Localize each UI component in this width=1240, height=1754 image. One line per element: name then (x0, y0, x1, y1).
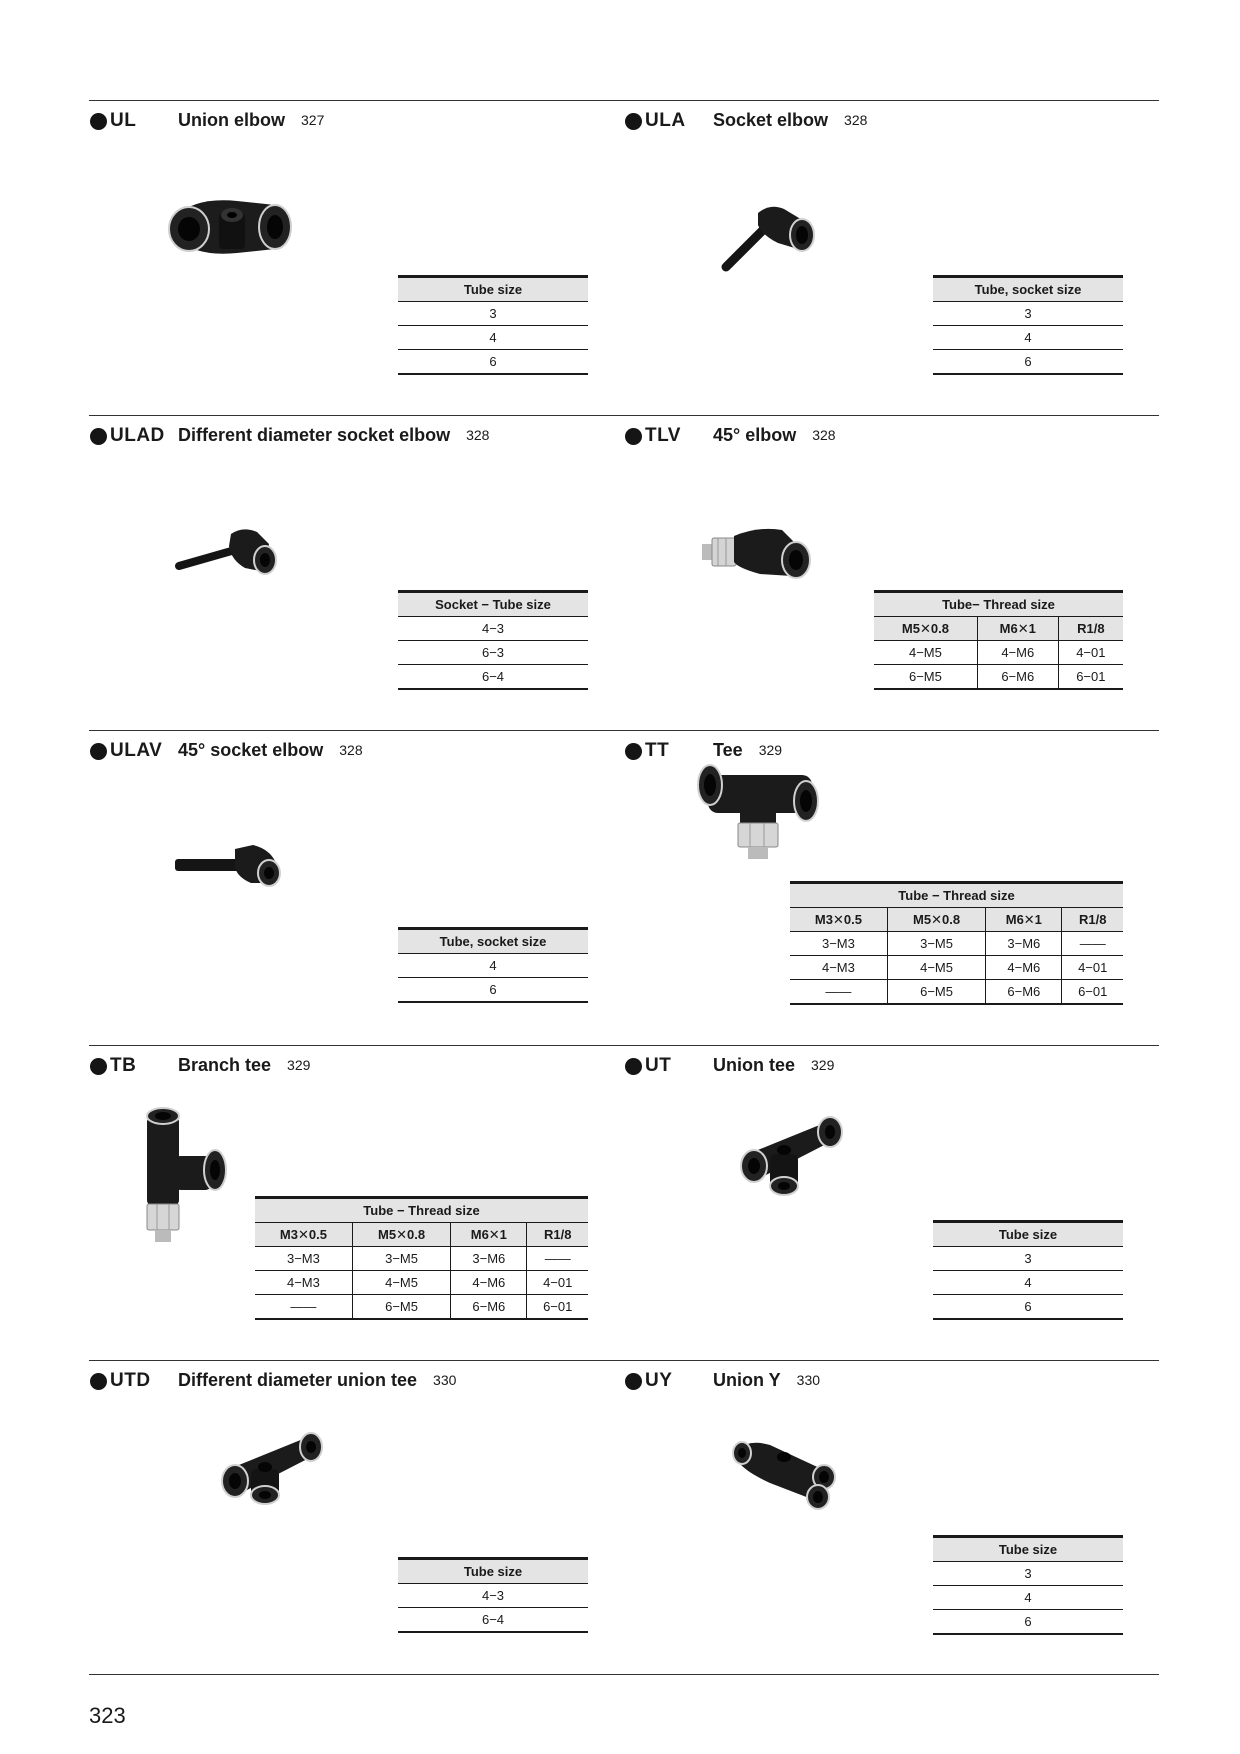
table-cell: 6−M6 (986, 980, 1062, 1005)
table-row (398, 326, 588, 350)
bullet-dot (90, 1058, 107, 1075)
table-header: Tube, socket size (398, 929, 588, 954)
spec-table (398, 590, 588, 690)
table-row (933, 1295, 1123, 1320)
table-row (874, 665, 1123, 690)
table-row (790, 980, 1123, 1005)
table-row (933, 1562, 1123, 1586)
table-cell: 4 (398, 326, 588, 350)
bullet-dot (625, 428, 642, 445)
table-cell: 6−4 (398, 1608, 588, 1633)
bullet-dot (625, 1373, 642, 1390)
table-row (398, 302, 588, 326)
page-reference: 329 (811, 1057, 835, 1073)
table-cell: 6−3 (398, 641, 588, 665)
table-row (398, 1608, 588, 1633)
product-title: Union tee 329 (713, 1055, 835, 1075)
table-cell: 6−M5 (874, 665, 977, 690)
table-cell: 6−M6 (451, 1295, 527, 1320)
table-cell: 6 (398, 978, 588, 1003)
table-row (874, 641, 1123, 665)
table-subheader: M3✕0.5 (255, 1223, 352, 1247)
table-cell: 3 (933, 1247, 1123, 1271)
product-section-ut (624, 1046, 1159, 1360)
spec-table (933, 1220, 1123, 1320)
table-cell: —— (790, 980, 887, 1005)
table-header: Tube size (398, 1559, 588, 1584)
table-cell: 4−3 (398, 1584, 588, 1608)
branch-tee-image (143, 1106, 233, 1246)
product-section-ulav (89, 731, 624, 1045)
table-cell: 6−M5 (887, 980, 985, 1005)
spec-table (933, 1535, 1123, 1635)
different-diameter-union-tee-image (215, 1425, 335, 1515)
product-section-tlv (624, 416, 1159, 730)
product-code: ULAD (110, 425, 165, 446)
table-cell: 4−M6 (451, 1271, 527, 1295)
table-header: Tube − Thread size (255, 1198, 588, 1223)
product-code: TLV (645, 425, 681, 446)
table-header: Tube size (398, 277, 588, 302)
table-cell: —— (255, 1295, 352, 1320)
bullet-dot (90, 743, 107, 760)
product-title: Tee 329 (713, 740, 783, 760)
product-code: UTD (110, 1370, 151, 1391)
product-code: TB (110, 1055, 137, 1076)
product-section-tb (89, 1046, 624, 1360)
table-cell: 4 (933, 326, 1123, 350)
product-section-ula (624, 101, 1159, 415)
product-code: ULA (645, 110, 686, 131)
page-reference: 330 (433, 1372, 457, 1388)
table-subheader: R1/8 (1058, 617, 1123, 641)
product-code: UT (645, 1055, 672, 1076)
table-subheader: M5✕0.8 (874, 617, 977, 641)
table-cell: 4−01 (527, 1271, 588, 1295)
union-elbow-image (167, 187, 297, 267)
table-row (255, 1271, 588, 1295)
bullet-dot (625, 1058, 642, 1075)
page-reference: 330 (796, 1372, 821, 1388)
table-row (933, 1610, 1123, 1635)
table-row (933, 1586, 1123, 1610)
spec-table (398, 275, 588, 375)
spec-table (398, 927, 588, 1003)
table-cell: 4−M6 (977, 641, 1058, 665)
table-header: Tube size (933, 1537, 1123, 1562)
table-cell: 6 (933, 1610, 1123, 1635)
table-row (398, 350, 588, 375)
table-header: Tube− Thread size (874, 592, 1123, 617)
product-section-ul (89, 101, 624, 415)
page-reference: 328 (339, 742, 363, 758)
table-cell: —— (1062, 932, 1123, 956)
table-row (398, 954, 588, 978)
table-row (398, 617, 588, 641)
table-cell: —— (527, 1247, 588, 1271)
table-header: Tube − Thread size (790, 883, 1123, 908)
product-code: UL (110, 110, 137, 131)
table-row (398, 1584, 588, 1608)
table-subheader: R1/8 (527, 1223, 588, 1247)
table-cell: 3 (933, 1562, 1123, 1586)
table-subheader: M6✕1 (451, 1223, 527, 1247)
table-cell: 4−01 (1058, 641, 1123, 665)
page-reference: 328 (844, 112, 868, 128)
table-cell: 6 (398, 350, 588, 375)
table-cell: 4−M5 (352, 1271, 450, 1295)
product-title: Socket elbow 328 (713, 110, 868, 130)
table-subheader: M5✕0.8 (352, 1223, 450, 1247)
table-subheader: M5✕0.8 (887, 908, 985, 932)
table-row (933, 1271, 1123, 1295)
table-subheader: M3✕0.5 (790, 908, 887, 932)
table-cell: 4−M5 (887, 956, 985, 980)
table-row (933, 326, 1123, 350)
table-cell: 3−M3 (790, 932, 887, 956)
table-cell: 6−M6 (977, 665, 1058, 690)
table-row (790, 932, 1123, 956)
bullet-dot (625, 743, 642, 760)
table-row (933, 350, 1123, 375)
table-cell: 3−M5 (352, 1247, 450, 1271)
product-section-ulad (89, 416, 624, 730)
table-header: Socket − Tube size (398, 592, 588, 617)
table-cell: 4−M3 (255, 1271, 352, 1295)
bullet-dot (90, 113, 107, 130)
table-row (255, 1247, 588, 1271)
table-row (398, 665, 588, 690)
table-cell: 3−M6 (986, 932, 1062, 956)
table-cell: 4−M3 (790, 956, 887, 980)
table-cell: 3 (933, 302, 1123, 326)
table-cell: 6−01 (1058, 665, 1123, 690)
table-header: Tube size (933, 1222, 1123, 1247)
spec-table (933, 275, 1123, 375)
table-cell: 6−01 (1062, 980, 1123, 1005)
table-cell: 4−M6 (986, 956, 1062, 980)
table-cell: 6−4 (398, 665, 588, 690)
bullet-dot (625, 113, 642, 130)
table-cell: 3−M5 (887, 932, 985, 956)
union-y-image (730, 1431, 850, 1511)
product-code: TT (645, 740, 670, 761)
table-row (933, 1247, 1123, 1271)
product-title: Different diameter socket elbow 328 (178, 425, 490, 445)
table-cell: 4 (933, 1271, 1123, 1295)
table-cell: 4−01 (1062, 956, 1123, 980)
table-row (398, 641, 588, 665)
product-title: 45° socket elbow 328 (178, 740, 363, 760)
product-title: 45° elbow 328 (713, 425, 836, 445)
page-reference: 328 (812, 427, 836, 443)
bullet-dot (90, 428, 107, 445)
page-reference: 329 (758, 742, 783, 758)
table-cell: 3−M3 (255, 1247, 352, 1271)
union-tee-image (734, 1110, 854, 1200)
table-cell: 4 (933, 1586, 1123, 1610)
45-degree-socket-elbow-image (171, 837, 283, 893)
table-cell: 3−M6 (451, 1247, 527, 1271)
table-cell: 6 (933, 1295, 1123, 1320)
table-cell: 6 (933, 350, 1123, 375)
socket-elbow-image (718, 199, 818, 275)
product-section-uy (624, 1361, 1159, 1675)
page-reference: 327 (301, 112, 325, 128)
spec-table (790, 881, 1123, 1005)
table-row (255, 1295, 588, 1320)
product-title: Union Y 330 (713, 1370, 821, 1390)
tee-image (694, 761, 824, 871)
product-title: Branch tee 329 (178, 1055, 311, 1075)
table-row (933, 302, 1123, 326)
table-cell: 3 (398, 302, 588, 326)
table-cell: 4 (398, 954, 588, 978)
table-header: Tube, socket size (933, 277, 1123, 302)
table-cell: 6−01 (527, 1295, 588, 1320)
table-row (398, 978, 588, 1003)
product-code: ULAV (110, 740, 163, 761)
page-reference: 328 (466, 427, 490, 443)
product-section-utd (89, 1361, 624, 1675)
page-reference: 329 (287, 1057, 311, 1073)
table-subheader: M6✕1 (977, 617, 1058, 641)
table-subheader: R1/8 (1062, 908, 1123, 932)
table-cell: 6−M5 (352, 1295, 450, 1320)
product-section-tt (624, 731, 1159, 1045)
bullet-dot (90, 1373, 107, 1390)
table-subheader: M6✕1 (986, 908, 1062, 932)
page-number: 323 (89, 1703, 126, 1728)
spec-table (255, 1196, 588, 1320)
product-code: UY (645, 1370, 673, 1391)
table-cell: 4−M5 (874, 641, 977, 665)
45-degree-elbow-image (698, 518, 818, 588)
table-cell: 4−3 (398, 617, 588, 641)
product-title: Union elbow 327 (178, 110, 325, 130)
different-diameter-socket-elbow-image (173, 524, 283, 584)
spec-table (874, 590, 1123, 690)
table-row (790, 956, 1123, 980)
product-title: Different diameter union tee 330 (178, 1370, 457, 1390)
spec-table (398, 1557, 588, 1633)
